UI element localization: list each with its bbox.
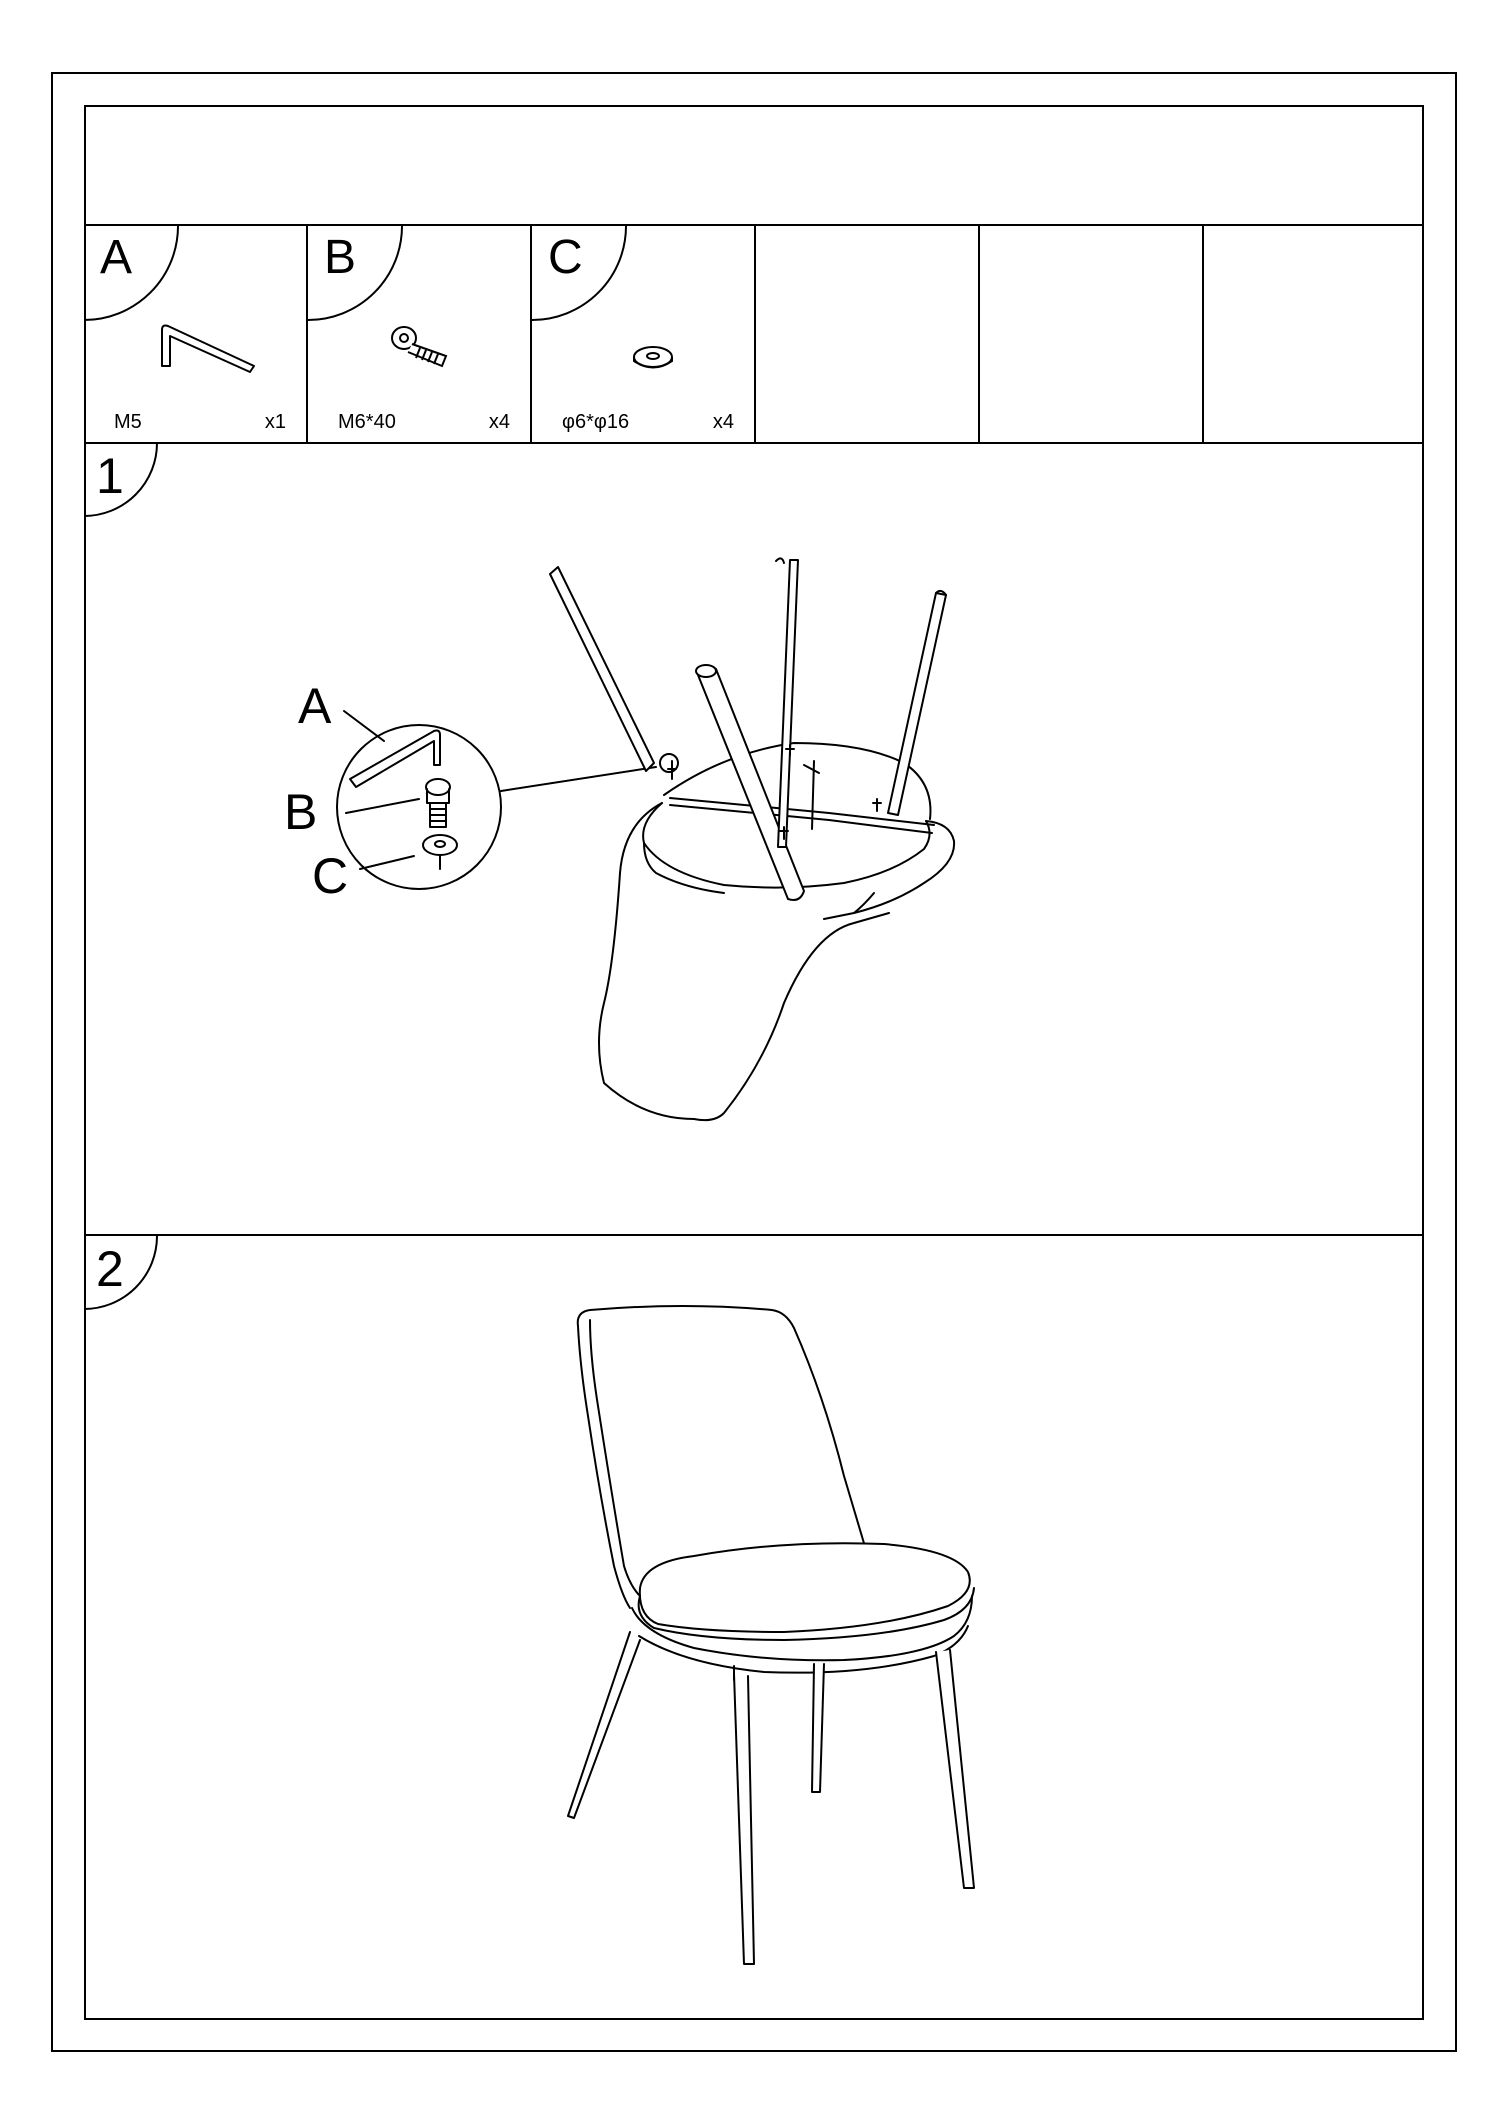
chair-upside-down-illustration bbox=[84, 443, 1424, 1236]
allen-key-icon bbox=[154, 316, 264, 376]
part-a-qty: x1 bbox=[264, 411, 286, 433]
parts-list bbox=[84, 224, 1424, 444]
part-empty-cell bbox=[980, 226, 1204, 442]
part-c-qty: x4 bbox=[712, 411, 734, 433]
header-band bbox=[84, 105, 1424, 225]
bolt-icon bbox=[390, 322, 460, 372]
part-empty-cell bbox=[1204, 226, 1424, 442]
callout-a-label: A bbox=[298, 678, 332, 734]
callout-b-label: B bbox=[284, 784, 318, 840]
part-c-cell bbox=[532, 226, 756, 442]
washer-icon bbox=[630, 344, 676, 374]
callout-c-label: C bbox=[312, 848, 349, 904]
step-1-panel bbox=[84, 443, 1424, 1236]
step-1-number: 1 bbox=[96, 448, 124, 504]
part-b-letter: B bbox=[324, 231, 357, 284]
step-2-number: 2 bbox=[96, 1241, 124, 1297]
part-a-letter: A bbox=[100, 231, 133, 284]
part-a-spec: M5 bbox=[114, 411, 142, 433]
part-a-cell bbox=[84, 226, 308, 442]
part-empty-cell bbox=[756, 226, 980, 442]
part-b-qty: x4 bbox=[488, 411, 510, 433]
step-2-panel bbox=[84, 1236, 1424, 2020]
part-b-cell bbox=[308, 226, 532, 442]
corner-arc bbox=[84, 226, 184, 326]
part-c-spec: φ6*φ16 bbox=[562, 411, 630, 433]
part-c-letter: C bbox=[548, 231, 583, 284]
assembled-chair-illustration bbox=[84, 1236, 1424, 2020]
corner-arc bbox=[308, 226, 408, 326]
part-b-spec: M6*40 bbox=[338, 411, 396, 433]
